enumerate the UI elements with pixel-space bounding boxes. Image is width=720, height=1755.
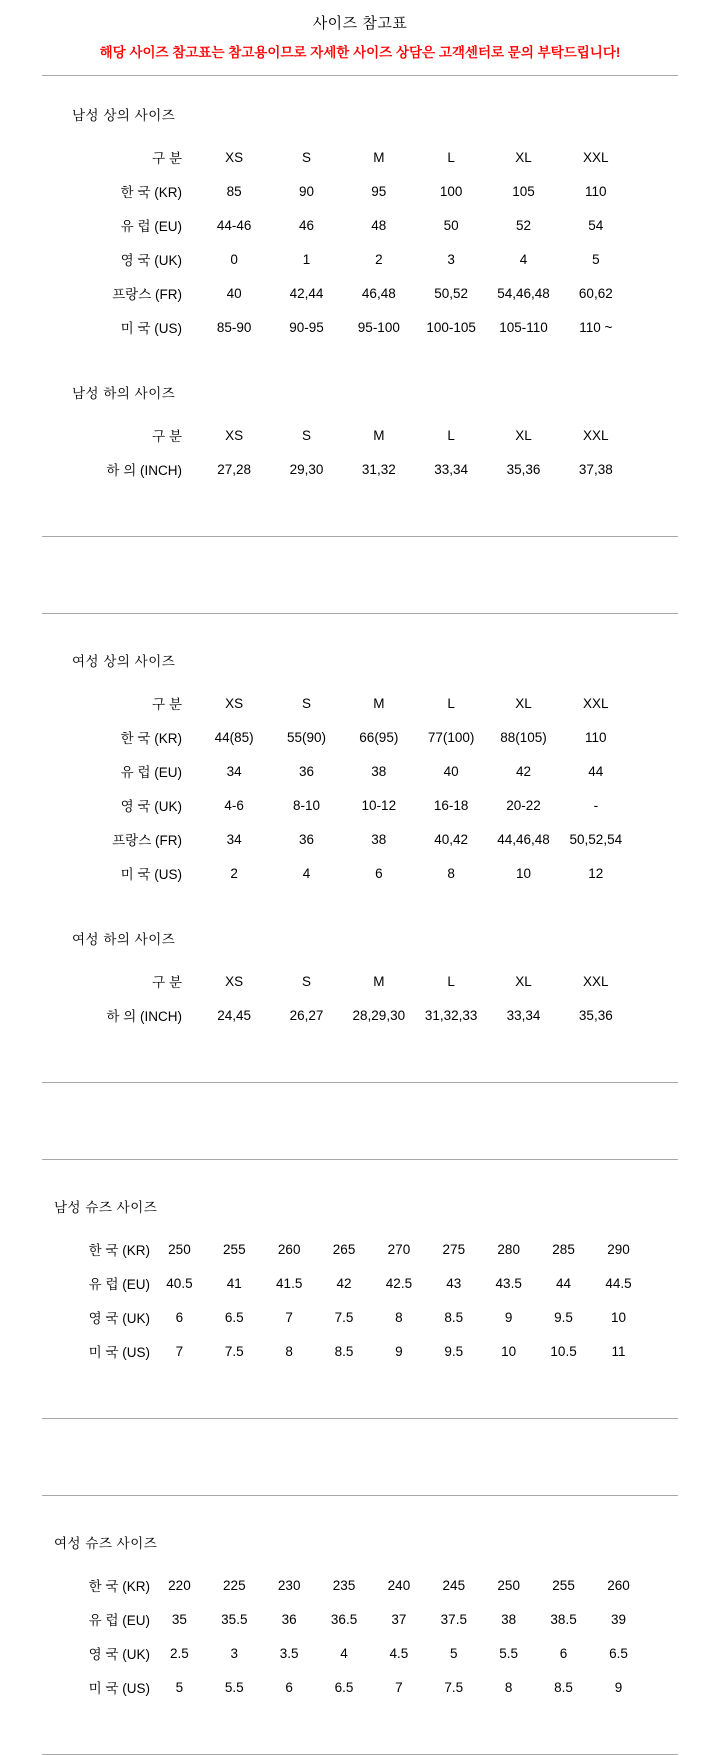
table-header-row [42,964,632,998]
size-table [42,964,632,1032]
section-divider [42,613,678,614]
notice-text: 해당 사이즈 참고표는 참고용이므로 자세한 사이즈 상담은 고객센터로 문의 부탁드립니다! [99,45,621,60]
size-cell: 225 [223,1577,246,1593]
size-cell: 6.5 [334,1679,354,1695]
size-table [42,686,632,890]
table-row [42,1602,646,1636]
size-cell: 4.5 [389,1645,409,1661]
size-cell: 38 [501,1611,517,1627]
size-cell: 66(95) [359,729,399,745]
table-row [42,1266,646,1300]
size-cell: 275 [442,1241,466,1257]
column-header: M [373,427,385,443]
size-cell: 8.5 [334,1343,354,1359]
row-label: 하 의 (INCH) [106,463,182,478]
size-cell: 52 [515,217,531,233]
page-title: 사이즈 참고표 [312,15,408,32]
section-title-mens-tops: 남성 상의 사이즈 [72,108,176,123]
size-cell: 9 [614,1679,623,1695]
size-cell: 8 [504,1679,513,1695]
size-cell: 54 [588,217,604,233]
mens-shoes-block [42,1196,678,1368]
size-cell: 11 [611,1343,626,1359]
section-divider [42,1159,678,1160]
table-row [42,310,632,344]
mens-apparel-block [42,104,678,486]
size-cell: 33,34 [434,461,469,477]
row-label: 유 럽 (EU) [88,1277,150,1292]
table-row [42,754,632,788]
table-row [42,788,632,822]
size-cell: 8.5 [554,1679,573,1695]
size-cell: 100-105 [426,319,476,335]
size-cell: 24,45 [217,1007,252,1023]
size-cell: 40.5 [166,1275,193,1291]
row-label: 미 국 (US) [88,1345,150,1360]
size-cell: 35,36 [506,461,541,477]
size-cell: 50 [443,217,459,233]
size-cell: 40 [226,285,242,301]
size-cell: 9 [504,1309,513,1325]
size-cell: 90-95 [289,319,324,335]
table-row [42,242,632,276]
size-cell: 44 [588,763,604,779]
size-cell: 37,38 [578,461,613,477]
size-cell: 250 [168,1241,191,1257]
size-cell: 4 [340,1645,348,1661]
size-cell: 8 [447,865,455,881]
size-cell: 44-46 [216,217,252,233]
womens-tops-size-table [42,686,678,890]
table-row [42,276,632,310]
size-cell: 7.5 [334,1309,354,1325]
size-cell: 20-22 [506,797,541,813]
table-header-row [42,418,632,452]
womens-shoes-size-table [42,1568,678,1704]
column-header: XL [515,149,532,165]
table-row [42,1232,646,1266]
row-label: 미 국 (US) [120,321,182,336]
row-label: 한 국 (KR) [120,185,182,200]
size-cell: 42,44 [289,285,324,301]
size-cell: 2.5 [170,1645,189,1661]
column-header: S [301,695,311,711]
row-label: 미 국 (US) [120,867,182,882]
size-cell: 44 [556,1275,572,1291]
section-title-mens-shoes: 남성 슈즈 사이즈 [54,1200,158,1215]
size-cell: 6.5 [224,1309,244,1325]
size-cell: 110 [585,183,607,199]
size-cell: 1 [302,251,311,267]
size-cell: 46,48 [361,285,396,301]
size-cell: 43.5 [495,1275,522,1291]
size-cell: 48 [371,217,387,233]
size-cell: 26,27 [289,1007,324,1023]
column-header: XXL [583,695,609,711]
size-cell: 85-90 [216,319,252,335]
size-cell: 40 [443,763,459,779]
size-cell: 37.5 [440,1611,467,1627]
size-cell: 8 [395,1309,403,1325]
mens-tops-size-table [42,140,678,344]
column-header: M [373,973,385,989]
size-table [42,1232,646,1368]
table-row [42,452,632,486]
table-row [42,856,632,890]
column-header: XL [515,695,532,711]
table-row [42,1300,646,1334]
size-cell: 77(100) [427,729,475,745]
row-label: 한 국 (KR) [120,731,182,746]
size-cell: 12 [588,865,604,881]
column-header: XS [225,973,244,989]
size-cell: 38.5 [550,1611,577,1627]
size-cell: 10 [610,1309,627,1325]
size-cell: 6 [175,1309,184,1325]
row-label: 프랑스 (FR) [112,833,182,848]
size-cell: - [593,797,599,813]
section-divider [42,536,678,537]
size-cell: 5 [175,1679,184,1695]
womens-shoes-block [42,1532,678,1704]
column-header: L [447,427,455,443]
row-label: 유 럽 (EU) [120,219,182,234]
size-cell: 7.5 [444,1679,464,1695]
size-cell: 280 [497,1241,520,1257]
table-row [42,822,632,856]
row-label: 한 국 (KR) [88,1243,150,1258]
size-cell: 240 [387,1577,411,1593]
size-cell: 10.5 [550,1343,577,1359]
size-cell: 7 [175,1343,184,1359]
size-cell: 35.5 [221,1611,248,1627]
size-cell: 110 [585,729,607,745]
size-cell: 41.5 [276,1275,303,1291]
size-cell: 88(105) [500,729,547,745]
size-cell: 235 [332,1577,356,1593]
table-row [42,1568,646,1602]
size-cell: 37 [391,1611,407,1627]
size-cell: 10 [501,1343,517,1359]
size-cell: 4-6 [224,797,244,813]
section-divider [42,1495,678,1496]
column-header: XL [515,427,532,443]
size-cell: 270 [387,1241,411,1257]
size-cell: 9 [395,1343,403,1359]
column-header: XS [225,149,244,165]
womens-bottoms-size-table [42,964,678,1032]
section-title-womens-shoes: 여성 슈즈 사이즈 [54,1536,158,1551]
row-label: 유 럽 (EU) [120,765,182,780]
size-cell: 5.5 [499,1645,519,1661]
row-label: 하 의 (INCH) [106,1009,182,1024]
size-cell: 34 [226,831,242,847]
size-cell: 42 [515,763,531,779]
size-cell: 44(85) [214,729,254,745]
column-header: M [373,695,385,711]
column-header: M [373,149,385,165]
column-header: XXL [583,973,609,989]
size-cell: 7.5 [224,1343,244,1359]
size-cell: 95 [371,183,387,199]
size-cell: 285 [552,1241,575,1257]
section-title-mens-bottoms: 남성 하의 사이즈 [72,386,176,401]
row-label: 구 분 [152,429,182,444]
row-label: 한 국 (KR) [88,1579,150,1594]
section-divider [42,1418,678,1419]
size-cell: 105 [512,183,535,199]
row-label: 프랑스 (FR) [112,287,182,302]
size-cell: 38 [371,831,387,847]
size-cell: 36 [298,763,314,779]
size-cell: 39 [610,1611,627,1627]
column-header: L [447,149,455,165]
column-header: XXL [583,427,609,443]
size-cell: 255 [552,1577,575,1593]
size-cell: 16-18 [433,797,469,813]
size-cell: 60,62 [578,285,613,301]
size-cell: 245 [442,1577,466,1593]
size-table [42,418,632,486]
size-cell: 31,32 [361,461,396,477]
row-label: 영 국 (UK) [88,1311,150,1326]
column-header: S [301,427,311,443]
size-cell: 55(90) [286,729,326,745]
section-divider [42,1082,678,1083]
size-cell: 265 [332,1241,356,1257]
size-cell: 9.5 [554,1309,573,1325]
column-header: XS [225,427,244,443]
size-cell: 10 [515,865,531,881]
size-cell: 36.5 [330,1611,358,1627]
size-cell: 50,52,54 [569,831,623,847]
size-cell: 54,46,48 [497,285,550,301]
row-label: 미 국 (US) [88,1681,150,1696]
size-cell: 33,34 [506,1007,541,1023]
size-cell: 8.5 [444,1309,464,1325]
size-cell: 38 [371,763,387,779]
size-cell: 7 [395,1679,403,1695]
row-label: 영 국 (UK) [120,253,182,268]
size-cell: 6 [559,1645,568,1661]
size-cell: 44,46,48 [497,831,550,847]
size-cell: 2 [230,865,238,881]
size-cell: 42.5 [385,1275,413,1291]
womens-apparel-block [42,650,678,1032]
column-header: S [301,149,311,165]
table-row [42,1334,646,1368]
size-cell: 29,30 [289,461,324,477]
size-cell: 3.5 [279,1645,299,1661]
size-cell: 290 [607,1241,630,1257]
mens-bottoms-size-table [42,418,678,486]
table-row [42,720,632,754]
size-cell: 3 [447,251,455,267]
size-cell: 6 [285,1679,293,1695]
size-cell: 3 [230,1645,239,1661]
column-header: L [447,973,455,989]
size-cell: 4 [519,251,528,267]
size-cell: 2 [375,251,383,267]
size-cell: 6 [375,865,383,881]
size-cell: 40,42 [434,831,469,847]
table-header-row [42,140,632,174]
table-row [42,208,632,242]
row-label: 구 분 [152,975,182,990]
size-cell: 90 [298,183,314,199]
size-cell: 34 [226,763,242,779]
section-divider [42,75,678,76]
size-table [42,1568,646,1704]
size-cell: 5 [592,251,600,267]
size-cell: 0 [230,251,238,267]
size-cell: 41 [226,1275,242,1291]
table-row [42,174,632,208]
size-cell: 260 [277,1241,301,1257]
size-cell: 5 [450,1645,458,1661]
size-cell: 85 [226,183,242,199]
size-cell: 6.5 [609,1645,628,1661]
size-table [42,140,632,344]
table-header-row [42,686,632,720]
row-label: 유 럽 (EU) [88,1613,150,1628]
size-cell: 36 [298,831,314,847]
size-cell: 8 [285,1343,293,1359]
size-cell: 35 [171,1611,187,1627]
size-cell: 255 [223,1241,246,1257]
size-cell: 5.5 [224,1679,244,1695]
size-cell: 100 [439,183,463,199]
size-cell: 46 [298,217,314,233]
size-cell: 50,52 [434,285,469,301]
row-label: 영 국 (UK) [120,799,182,814]
size-cell: 110 ~ [579,319,613,335]
column-header: XL [515,973,532,989]
size-cell: 4 [302,865,311,881]
mens-shoes-size-table [42,1232,678,1368]
size-cell: 36 [281,1611,297,1627]
section-title-womens-bottoms: 여성 하의 사이즈 [72,932,176,947]
section-title-womens-tops: 여성 상의 사이즈 [72,654,176,669]
size-cell: 105-110 [499,319,548,335]
size-cell: 44.5 [605,1275,632,1291]
size-cell: 28,29,30 [352,1007,406,1023]
table-row [42,1670,646,1704]
row-label: 구 분 [152,151,182,166]
size-cell: 9.5 [444,1343,464,1359]
size-cell: 42 [336,1275,352,1291]
size-cell: 95-100 [357,319,400,335]
column-header: S [301,973,311,989]
size-cell: 7 [285,1309,293,1325]
size-cell: 230 [277,1577,301,1593]
row-label: 구 분 [152,697,182,712]
column-header: XS [225,695,244,711]
row-label: 영 국 (UK) [88,1647,150,1662]
table-row [42,1636,646,1670]
size-cell: 43 [446,1275,462,1291]
size-cell: 260 [607,1577,630,1593]
column-header: L [447,695,455,711]
size-cell: 10-12 [361,797,397,813]
size-cell: 31,32,33 [424,1007,478,1023]
column-header: XXL [583,149,609,165]
size-cell: 220 [168,1577,191,1593]
size-cell: 250 [497,1577,520,1593]
size-cell: 8-10 [292,797,320,813]
size-cell: 27,28 [217,461,252,477]
size-cell: 35,36 [578,1007,613,1023]
table-row [42,998,632,1032]
